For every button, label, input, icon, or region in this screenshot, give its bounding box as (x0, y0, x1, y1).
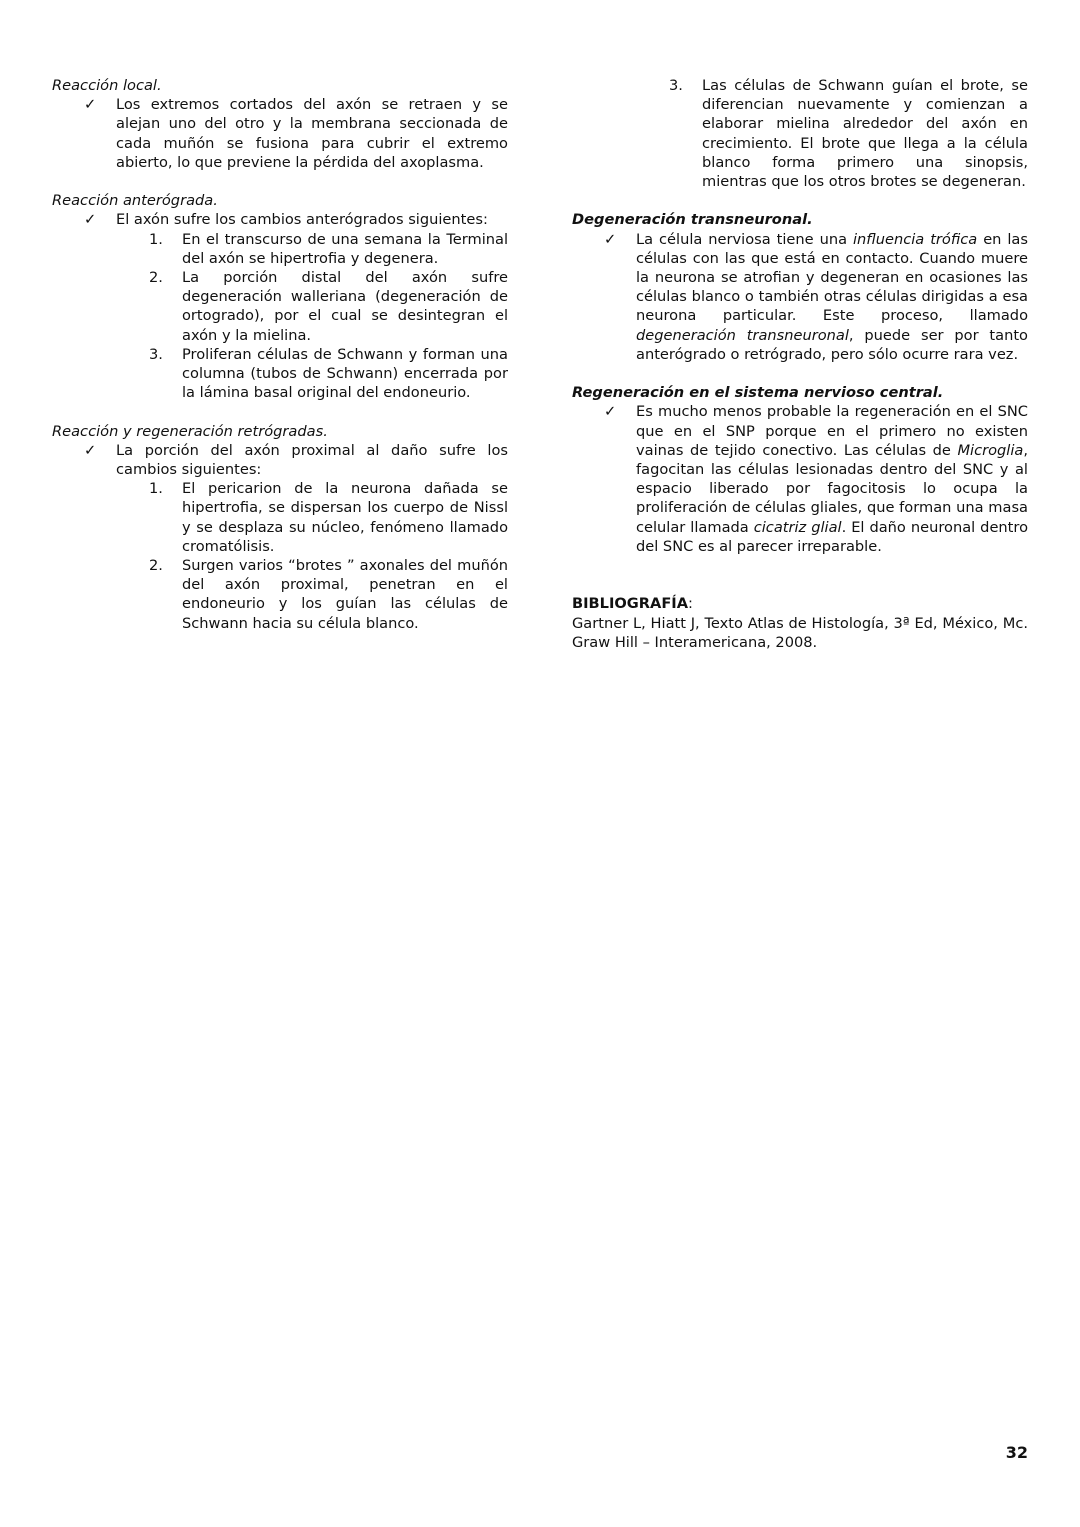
check-text: Los extremos cortados del axón se retraen y se alejan uno del otro y la membrana seccionada de cada muñón se fusiona para cubrir el extremo abierto, lo que previene la pérdida del axoplasma. (116, 96, 508, 171)
check-item-local (52, 95, 508, 172)
item-number: 3. (149, 345, 163, 363)
section-heading-snc: Regeneración en el sistema nervioso central. (572, 384, 944, 402)
item-text: Proliferan células de Schwann y forman una columna (tubos de Schwann) encerrada por la lámina basal original del endoneurio. (182, 345, 508, 402)
item-text: Surgen varios “brotes ” axonales del muñón del axón proximal, penetran en el endoneurio y los guían las células de Schwann hacia su célula blanco. (182, 557, 508, 632)
check-item-anterograde (52, 210, 508, 229)
numbered-item (52, 479, 508, 556)
numbered-item (52, 230, 508, 268)
italic-term: degeneración transneuronal (636, 326, 849, 344)
checkmark-icon: ✓ (84, 441, 97, 459)
numbered-item (52, 345, 508, 403)
paragraph-text: Es mucho menos probable la regeneración en el SNC que en el SNP porque en el primero no existen vainas de tejido conectivo. Las células de Microglia, fagocitan las células lesionadas dentro del SNC y al espacio liberado por fagocitosis lo ocupa la proliferación de células gliales, que forman una masa celular llamada cicatriz glial. El daño neuronal dentro del SNC es al parecer irreparable. (636, 403, 1029, 555)
bibliography-entry: Gartner L, Hiatt J, Texto Atlas de Histología, 3ª Ed, México, Mc. Graw Hill – Interamericana, 2008. (572, 614, 1028, 651)
italic-term: Microglia (957, 441, 1024, 459)
right-column (572, 76, 1028, 652)
left-column (52, 76, 508, 633)
page-number: 32 (1005, 1443, 1028, 1462)
section-heading-anterograde: Reacción anterógrada. (52, 192, 218, 210)
item-text: El pericarion de la neurona dañada se hipertrofia, se dispersan los cuerpo de Nissl y se desplaza su núcleo, fenómeno llamado cromatólisis. (182, 480, 508, 555)
checkmark-icon: ✓ (604, 403, 617, 421)
checkmark-icon: ✓ (84, 96, 97, 114)
item-number: 2. (149, 557, 163, 575)
checkmark-icon: ✓ (84, 211, 97, 229)
check-text: La porción del axón proximal al daño sufre los cambios siguientes: (116, 441, 508, 479)
check-item-retrograde (52, 441, 508, 479)
check-item-snc (572, 402, 1028, 556)
section-heading-local: Reacción local. (52, 77, 162, 94)
numbered-item (572, 76, 1028, 191)
item-number: 3. (669, 77, 683, 94)
section-heading-retrograde: Reacción y regeneración retrógradas. (52, 422, 328, 440)
check-text: El axón sufre los cambios anterógrados siguientes: (116, 211, 488, 229)
section-heading-transneuronal: Degeneración transneuronal. (572, 211, 813, 229)
item-text: En el transcurso de una semana la Terminal del axón se hipertrofia y degenera. (182, 230, 508, 267)
italic-term: influencia trófica (853, 230, 978, 248)
checkmark-icon: ✓ (604, 230, 617, 248)
item-number: 1. (149, 480, 163, 498)
bibliography-heading: BIBLIOGRAFÍA: (572, 595, 693, 613)
item-number: 1. (149, 230, 163, 248)
item-text: La porción distal del axón sufre degeneración walleriana (degeneración de ortogrado), por el cual se desintegran el axón y la mielina. (182, 269, 508, 344)
item-number: 2. (149, 269, 163, 287)
check-item-transneuronal (572, 230, 1028, 364)
paragraph-text: La célula nerviosa tiene una influencia trófica en las células con las que está en contacto. Cuando muere la neurona se atrofian y degeneran en ocasiones las células blanco o también otras células dirigidas a esa neurona particular. Este proceso, llamado degeneración transneuronal, puede ser por tanto anterógrado o retrógrado, pero sólo ocurre rara vez. (636, 230, 1028, 363)
italic-term: cicatriz glial (753, 518, 842, 536)
numbered-item (52, 268, 508, 345)
numbered-item (52, 556, 508, 633)
item-text: Las células de Schwann guían el brote, se diferencian nuevamente y comienzan a elaborar mielina alrededor del axón en crecimiento. El brote que llega a la célula blanco forma primero una sinopsis, mientras que los otros brotes se degeneran. (702, 77, 1028, 191)
